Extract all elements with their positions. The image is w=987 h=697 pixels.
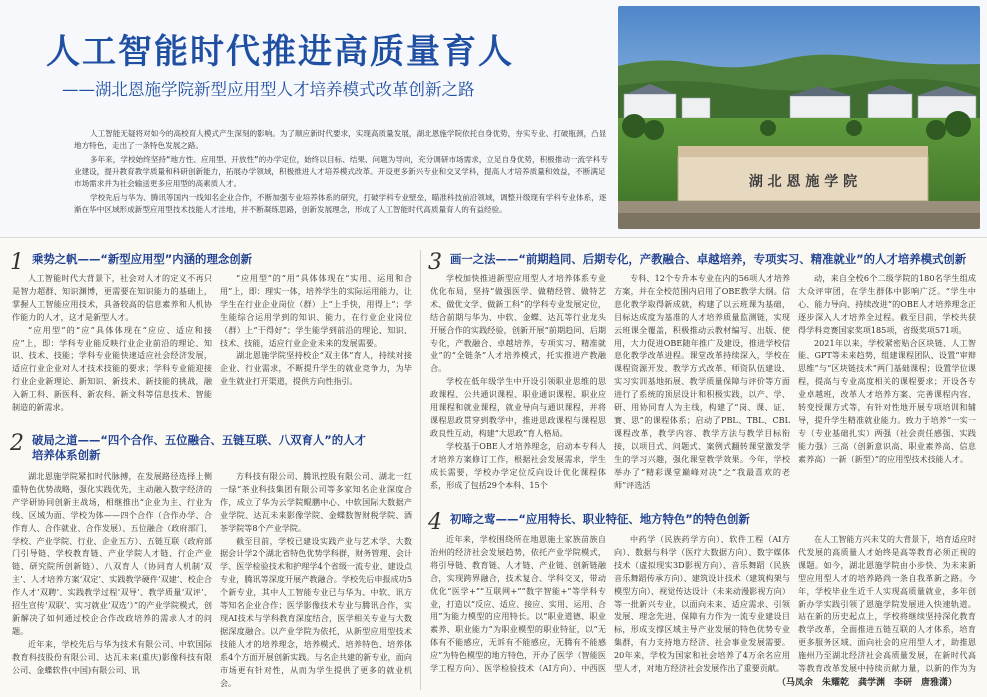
- section-2-column-1: [12, 470, 212, 692]
- section-number: 3: [428, 250, 442, 275]
- section-2-heading: [10, 433, 410, 463]
- paragraph: 学校在低年级学生中开设引领职业思维的思政课程、公共通识课程、职业通识课程、职业应用课程和就业课程，就业导向与通识课程，并将课程思政贯穿到教学中，推进思政课程与课程思政良性互动，构建“大思政”育人格局。: [430, 376, 606, 438]
- page-subtitle: ——湖北恩施学院新型应用型人才培养模式改革创新之路: [62, 80, 475, 99]
- paragraph: 专科、12个专升本专业在内的56项人才培养方案，并在全校范围内启用了OBE教学大纲。信息化教学取得新成就，构建了以云班课为基础，目标达成度为基准的人才培养质量监测链，实现云班课全覆盖，积极推动云教材编写、出版、使用，大力促进OBE随年推广及建设，推进学校信息化教学改革进程。课堂改革持续深入，学校在课程资源开发、教学方式改革、师资队伍建设、实习实训基地拓展、教学质量保障与评价等方面进行了系统的顶层设计和积极实践，以产、学、研、用协同育人为主线，构建了“岗、课、证、赛、思”的课程体系；启动了PBL、TBL、CBL课程改革，教学内容、教学方法与教学目标衔接，以项目式、问题式、案例式翻转课堂激发学生的学习兴趣，强化课堂教学效果。今年，学校举办了“精彩课堂巅峰对决”之“我最喜欢的老师”评选活: [614, 273, 790, 490]
- paragraph: 动，来自全校6个二级学院的180名学生组成大众评审团，在学生群体中影响广泛。“学生中心、能力导向、持续改进”的OBE人才培养理念正逐步深入人才培养全过程。截至目前，学校共获得学科竞赛国家奖项185项，省级奖项571项。: [798, 273, 976, 335]
- paragraph: 在人工智能方兴未艾的大背景下，培育适应时代发展的高质量人才始终是高等教育必须正视的课题。如今，湖北恩施学院由小步快、为未来新型应用型人才的培养路尚一条自我革新之路。今年，学校毕业生近千人实现高质量就业，多年创新办学实践引领了恩施学院发展进入快速轨道。站在新的历史起点上，学校将继续坚持深化教育教学改革，全面推进五链互联的人才体系，培育更多服务区域、面向社会的应用型人才，助推恩施州乃至湖北经济社会高质量发展，在新时代高等教育改革发展中持续贡献力量，以新的作为为: [798, 534, 976, 673]
- section-2-column-2: [220, 470, 412, 692]
- section-number: 4: [428, 510, 442, 535]
- paragraph: 湖北恩施学院紧扣时代脉搏，在发展路径选择上侧重特色优势战略，强化实践优先，主动融入数字经济的产学研协同创新主战场，相继推出“企业为主、行业为线、区域为面、学校为体——四个合作（合作办学、合作育人、合作就业、合作发展）、五位融合（政府部门、学校、产业学院、行业、企业五方）、五链互联（政府部门引导链、学校教育链、产业学院人才链、行企产业链、研究院所创新链）、八双育人（协同育人机制‘双主’、人才培养方案‘双定’、实践教学硬件‘双建’、校企合作人才‘双聘’、实践教学过程‘双导’、教学质量‘双评’、招生宣传‘双联’、实习就业‘双选’）”的产业学院模式，创新解决了如何通过校企合作改政培养的需求人才的问题。: [12, 471, 212, 636]
- paragraph: 2021年以来，学校紧密贴合区块链、人工智能、GPT等未来趋势，组建课程团队、设置“审辩思维”与“区块链技术”两门基础课程；设置学位课程，提高与专业高度相关的课程要求；开设各专业卓越班，改革人才培养方案、完善课程内容、转变授课方式等，有针对性地开展专项培训和辅导，提升学生精准就业能力。致力于培养“一实一专（专业基础扎实）两强（社会责任感强、实践能力强）三高（创新意识高、职业素养高、信息素养高）一新（新型）”的应用型技术技能人才。: [798, 337, 976, 464]
- header-band: [0, 0, 987, 235]
- gate-sign-text: 湖 北 恩 施 学 院: [748, 174, 858, 190]
- paragraph: 截至目前，学校已建设实践产业与艺术学、大数据会计学2个湖北省特色优势学科群，财务管理、会计学、医学检验技术和护理学4个省级一流专业、建设点专业，腾讯等深度开展产教融合。学校先后申报成功5个新专业，其中人工智能专业已与华为、中软、讯方等知名企业合作；医学影像技术专业与腾讯合作，实现AI技术与学科教育深度结合，医学相关专业与大数据深度融合。以产业学院为依托，从新型应用型技术技能人才的培养理念，培养模式、培养特色、培养体系4个方面开展创新实践。与名企共建的新专业，面向市场更有针对性，从而为学生提供了更多的就业机会。: [220, 535, 412, 688]
- section-title-line-2: 培养体系创新: [32, 448, 101, 462]
- paragraph: “应用型”的“应”具体体现在“应应、适应和接应”上，即：学科专业能反映行业企业前沿的理论、知识、技术、技能；学科专业能快速适应社会经济发展，适应行业企业对人才技术技能的要求；学科专业能迎接行业企业新理论、新知识、新技术、新技能的挑战，融入新工科、新医科、新农科、新文科等信息技术、智能制造的新需求。: [12, 324, 212, 413]
- column-divider: [420, 250, 421, 690]
- paragraph: 湖北恩施学院坚持校企“双主体”育人，持续对接企业、行业需求，不断提升学生的就业竞争力，为毕业生就业打开渠道，提供方向性指引。: [220, 350, 412, 387]
- paragraph: 人工智能时代大背景下，社会对人才的定义不再只是智力超群、知识渊博，更需要在知识能力的基础上，掌握人工智能应用技术，具备较高的信息素养和人机协作能力的人才，这才是新型人才。: [12, 273, 212, 322]
- section-1-column-2: [220, 272, 412, 422]
- paragraph: 学校加快推进新型应用型人才培养体系专业优化布局，坚持“做强医学、做精经管、做特艺术、做优文学、做新工科”的学科专业发展定位，结合前期与华为、中软、金蝶、达瓦等行业龙头开展合作的实践经验，创新开展“前期趋同、后期专化，产教融合、卓越培养，专项实习、精准就业”的“全链条”人才培养模式，托实推进产教融合。: [430, 273, 606, 374]
- intro-paragraph: 多年来，学校始终坚持“地方性、应用型、开放性”的办学定位，始终以目标、结果、问题为导向，充分调研市场需求，立足自身优势，积极推动一流学科专业建设，提升教育教学质量和科研创新能力，拓展办学领域，积极推进人才培养模式改革。开设更多新兴专业和交叉学科，提高人才培养质量和效益，不断满足市场需求并为社会输送更多应用型的高素质人才。: [74, 155, 608, 188]
- section-4-column-3: [798, 533, 976, 673]
- section-title: [32, 433, 366, 463]
- section-title-line-1: 破局之道——“四个合作、五位融合、五链互联、八双育人”的人才: [32, 433, 366, 447]
- intro-paragraph: 学校先后与华为、腾讯等国内一线知名企业合作，不断加强专业培养体系的研究，打破学科专业壁垒，瞄准科技前沿领域，调整升级现有学科专业体系，逐渐在华中区域形成新型应用型技术技能人才洼地，并不断凝练思路，创新发展理念，形成了人工智能时代高质量育人的有益经验。: [74, 193, 607, 214]
- header-divider: [0, 237, 987, 238]
- section-title: 乘势之帆——“新型应用型”内涵的理念创新: [32, 252, 253, 266]
- section-number: 1: [10, 250, 24, 275]
- intro-text: [74, 128, 610, 218]
- section-1-heading: [10, 252, 410, 274]
- section-3-column-1: [430, 272, 606, 507]
- intro-paragraph: 人工智能无疑将对如今的高校育人模式产生深刻的影响。为了顺应新时代要求，实现高质量发展，湖北恩施学院依托自身优势，夯实专业、打破瓶颈，凸显地方特色，走出了一条特色发展之路。: [74, 129, 607, 150]
- paragraph: 中药学（民族药学方向）、软件工程（AI方向）、数据与科学（医疗大数据方向）、数字媒体技术（虚拟现实3D影视方向）、音乐舞蹈（民族音乐舞蹈传承方向）、建筑设计技术（建筑构架与模型方向）、视觉传达设计（未来动漫影视方向）等一批新兴专业，以面向未来、适应需求、引领发展、理念先进、保障有力作为一流专业建设目标，形成支撑区域主导产业发展的特色优势专业集群，有力支持地方经济、社会事业发展需要。20年来，学校为国家和社会培养了4万余名应用型人才，对地方经济社会发展作出了重要贡献。: [614, 534, 790, 673]
- section-title: 画一之法——“前期趋同、后期专化，产教融合、卓越培养，专项实习、精准就业”的人才培养模式创新: [450, 252, 967, 266]
- section-3-column-3: [798, 272, 976, 507]
- section-4-column-2: [614, 533, 790, 673]
- paragraph: 近年来，学校先后与华为技术有限公司、中软国际教育科技股份有限公司、达瓦未来(重庆)影像科技有限公司、金蝶软件(中国)有限公司、讯: [12, 638, 212, 675]
- section-4-heading: [428, 512, 968, 534]
- section-4-column-1: [430, 533, 606, 673]
- section-number: 2: [10, 431, 24, 456]
- paragraph: 方科技有限公司、腾讯控股有限公司、湖北一红一绿”茶业科技集团有限公司等多家知名企业深度合作，成立了华为云学院鲲鹏中心、中软国际大数据产业学院、达瓦未来影像学院、金蝶数智财税学院、酒茶学院等8个产业学院。: [220, 471, 412, 533]
- campus-photo: [618, 6, 980, 229]
- page-title: 人工智能时代推进高质量育人: [46, 32, 514, 72]
- campus-photo-illustration: [618, 6, 980, 229]
- paragraph: “应用型”的“用”具体体现在“实用、运用和合用”上，即：理实一体，培养学生的实际运用能力，让学生在行业企业岗位（群）上“上手快，用得上”；学生能综合运用学到的知识、能力，在行业企业岗位（群）上“干得好”；学生能学到前沿的理论、知识、技术、技能，适应行业企业未来的发展需要。: [220, 273, 412, 348]
- paragraph: 学校基于OBE人才培养理念，启动本专科人才培养方案修订工作，根据社会发展需求，学生成长需要，学校办学定位反向设计优化课程体系，形成了包括29个本科、15个: [430, 440, 606, 490]
- section-1-column-1: [12, 272, 212, 422]
- paragraph: 近年来，学校围绕所在地恩施土家族苗族自治州的经济社会发展趋势，依托产业学院模式，将引导链、教育链、人才链、产业链、创新链融合，实现跨界融合，技术复合、学科交叉，带动优化“医学+”“互联网+”“数字智能+”等学科专业，打造以“反应、适应、接应、实用、运用、合用”为能力模型的应用特长。以“职业道德、职业素养、职业能力”为职业模型的职业特征，以“无体有不能感应，无诉有不能感应，无腾有不能感应”为特色模型的地方特色，开办了医学（智能医学工程方向）、医学检验技术（AI方向）、中西医: [430, 534, 606, 673]
- section-title: 初啼之莺——“应用特长、职业特征、地方特色”的特色创新: [450, 512, 750, 526]
- section-3-column-2: [614, 272, 790, 507]
- author-byline: （马凤余 朱耀乾 龚学渊 李研 唐雅潇）: [776, 678, 957, 688]
- section-3-heading: [428, 252, 978, 274]
